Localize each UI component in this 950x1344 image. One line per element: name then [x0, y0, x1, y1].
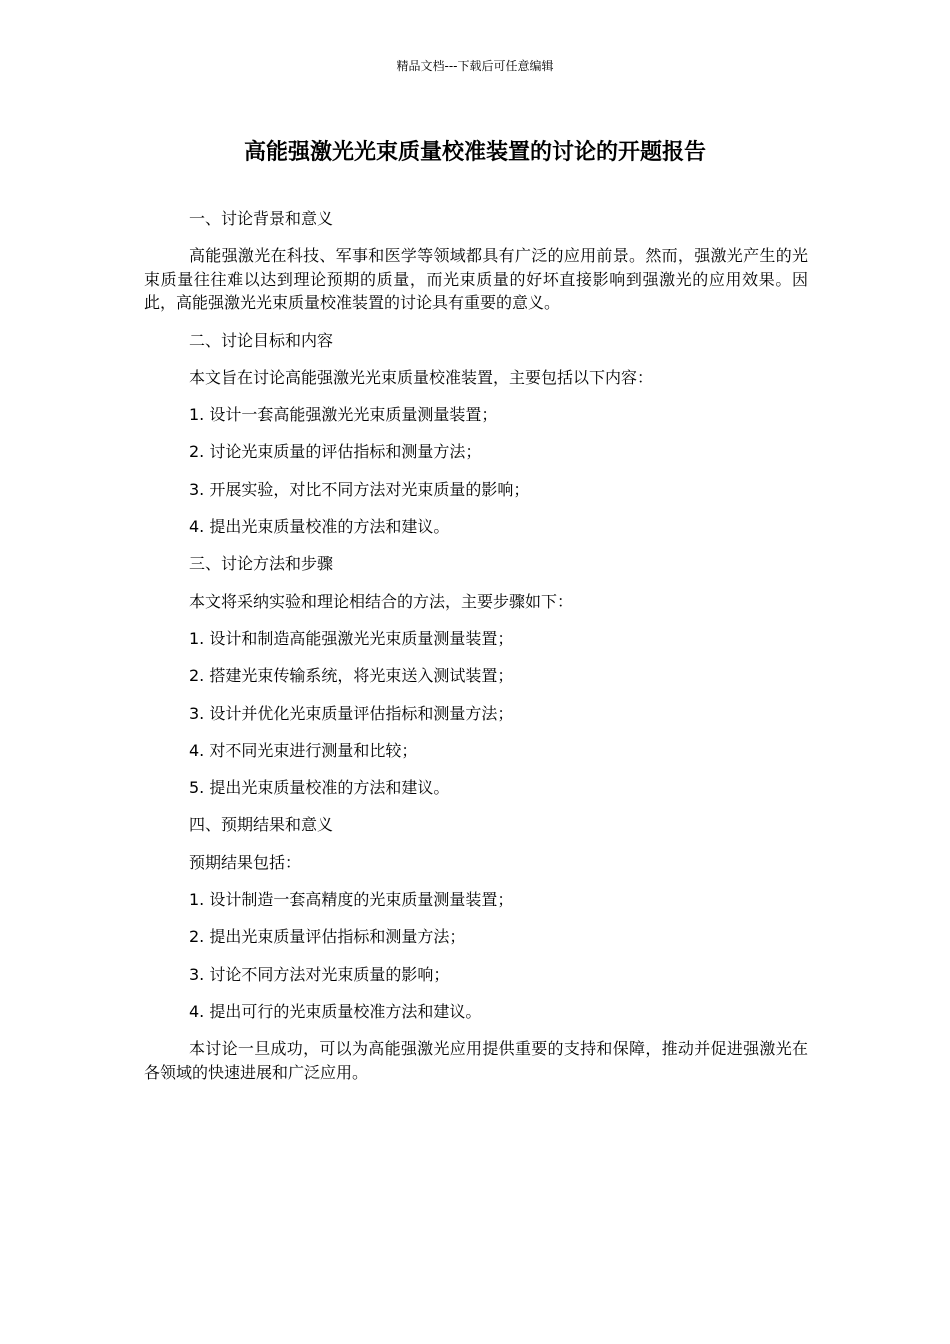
section-heading: 四、预期结果和意义 — [189, 815, 334, 835]
section-intro: 预期结果包括： — [189, 852, 302, 872]
document-title: 高能强激光光束质量校准装置的讨论的开题报告 — [243, 140, 706, 165]
list-item: 1. 设计和制造高能强激光光束质量测量装置； — [189, 628, 514, 648]
list-item: 4. 对不同光束进行测量和比较； — [189, 740, 418, 760]
list-item: 2. 搭建光束传输系统，将光束送入测试装置； — [189, 666, 514, 686]
list-item: 2. 提出光束质量评估指标和测量方法； — [189, 927, 466, 947]
section-intro: 本文将采纳实验和理论相结合的方法，主要步骤如下： — [189, 591, 574, 611]
section-intro: 本文旨在讨论高能强激光光束质量校准装置，主要包括以下内容： — [189, 367, 654, 387]
list-item: 4. 提出光束质量校准的方法和建议。 — [189, 517, 450, 537]
list-item: 4. 提出可行的光束质量校准方法和建议。 — [189, 1001, 482, 1021]
list-item: 1. 设计一套高能强激光光束质量测量装置； — [189, 405, 498, 425]
list-item: 3. 开展实验，对比不同方法对光束质量的影响； — [189, 479, 530, 499]
paragraph: 高能强激光在科技、军事和医学等领域都具有广泛的应用前景。然而，强激光产生的光束质量往往难以达到理论预期的质量，而光束质量的好坏直接影响到强激光的应用效果。因此，高能强激光光束质量校准装置的讨论具有重要的意义。 — [144, 246, 808, 313]
section-heading: 二、讨论目标和内容 — [189, 330, 334, 350]
closing-paragraph: 本讨论一旦成功，可以为高能强激光应用提供重要的支持和保障，推动并促进强激光在各领域的快速进展和广泛应用。 — [144, 1039, 808, 1082]
section-heading: 三、讨论方法和步骤 — [189, 554, 334, 574]
list-item: 3. 设计并优化光束质量评估指标和测量方法； — [189, 703, 514, 723]
list-item: 2. 讨论光束质量的评估指标和测量方法； — [189, 442, 482, 462]
list-item: 5. 提出光束质量校准的方法和建议。 — [189, 778, 450, 798]
document-body — [144, 207, 808, 1098]
list-item: 3. 讨论不同方法对光束质量的影响； — [189, 964, 450, 984]
list-item: 1. 设计制造一套高精度的光束质量测量装置； — [189, 890, 514, 910]
section-heading: 一、讨论背景和意义 — [189, 209, 334, 228]
page-header: 精品文档---下载后可任意编辑 — [396, 59, 554, 73]
